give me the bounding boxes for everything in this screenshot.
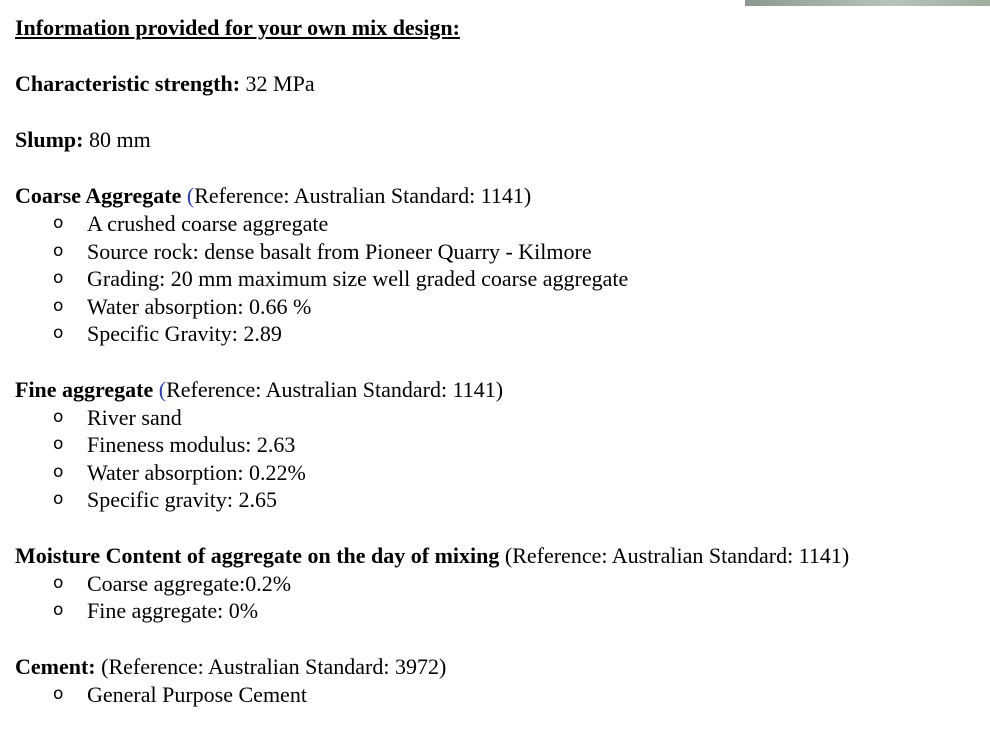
cement-reference: (Reference: Australian Standard: 3972) xyxy=(95,653,447,679)
list-item: o General Purpose Cement xyxy=(53,681,307,707)
coarse-paren: ( xyxy=(181,183,195,208)
bullet-icon: o xyxy=(53,295,64,316)
fine-reference: Reference: Australian Standard: 1141) xyxy=(166,376,504,402)
list-item: o Coarse aggregate:0.2% xyxy=(53,570,292,596)
list-item: o Specific gravity: 2.65 xyxy=(53,487,278,512)
fine-aggregate-list xyxy=(15,404,975,514)
bullet-icon: o xyxy=(53,461,64,482)
strength-label: Characteristic strength: xyxy=(15,71,241,96)
moisture-reference: (Reference: Australian Standard: 1141) xyxy=(499,542,850,568)
bullet-icon: o xyxy=(53,600,64,620)
image-edge-strip xyxy=(745,0,990,6)
bullet-icon: o xyxy=(53,240,64,261)
bullet-icon: o xyxy=(53,323,64,343)
fine-aggregate-label: Fine aggregate xyxy=(15,376,154,402)
bullet-icon: o xyxy=(53,268,64,288)
list-item: o Specific Gravity: 2.89 xyxy=(53,321,282,346)
list-item: o Fineness modulus: 2.63 xyxy=(53,432,296,457)
slump-line xyxy=(15,126,975,154)
cement-list xyxy=(15,681,975,709)
bullet-icon: o xyxy=(53,434,64,454)
strength-value: 32 MPa xyxy=(240,71,315,96)
document-heading: Information provided for your own mix design: xyxy=(15,15,460,40)
list-item: o Fine aggregate: 0% xyxy=(53,598,259,623)
coarse-aggregate-list xyxy=(15,210,975,348)
list-item: o A crushed coarse aggregate xyxy=(53,211,329,236)
list-item: o River sand xyxy=(53,404,182,430)
fine-paren: ( xyxy=(153,376,167,402)
list-item: o Grading: 20 mm maximum size well graded coarse aggregate xyxy=(53,266,629,291)
moisture-content-label: Moisture Content of aggregate on the day of mixing xyxy=(15,542,500,568)
slump-value: 80 mm xyxy=(83,127,151,152)
moisture-content-list xyxy=(15,570,975,625)
bullet-icon: o xyxy=(53,489,64,509)
cement-label: Cement: xyxy=(15,653,96,679)
cement-line xyxy=(15,653,975,681)
list-item: o Source rock: dense basalt from Pioneer Quarry - Kilmore xyxy=(53,238,592,264)
fine-aggregate-line xyxy=(15,376,975,404)
coarse-aggregate-label: Coarse Aggregate xyxy=(15,183,182,208)
bullet-icon: o xyxy=(53,683,64,704)
bullet-icon: o xyxy=(53,406,64,427)
coarse-reference: Reference: Australian Standard: 1141) xyxy=(194,183,532,208)
list-item: o Water absorption: 0.66 % xyxy=(53,293,312,319)
bullet-icon: o xyxy=(53,213,64,233)
list-item: o Water absorption: 0.22% xyxy=(53,459,306,485)
coarse-aggregate-line xyxy=(15,182,975,210)
bullet-icon: o xyxy=(53,572,64,593)
document-body xyxy=(15,14,975,708)
moisture-content-line xyxy=(15,542,975,570)
slump-label: Slump: xyxy=(15,127,84,152)
strength-line xyxy=(15,70,975,98)
